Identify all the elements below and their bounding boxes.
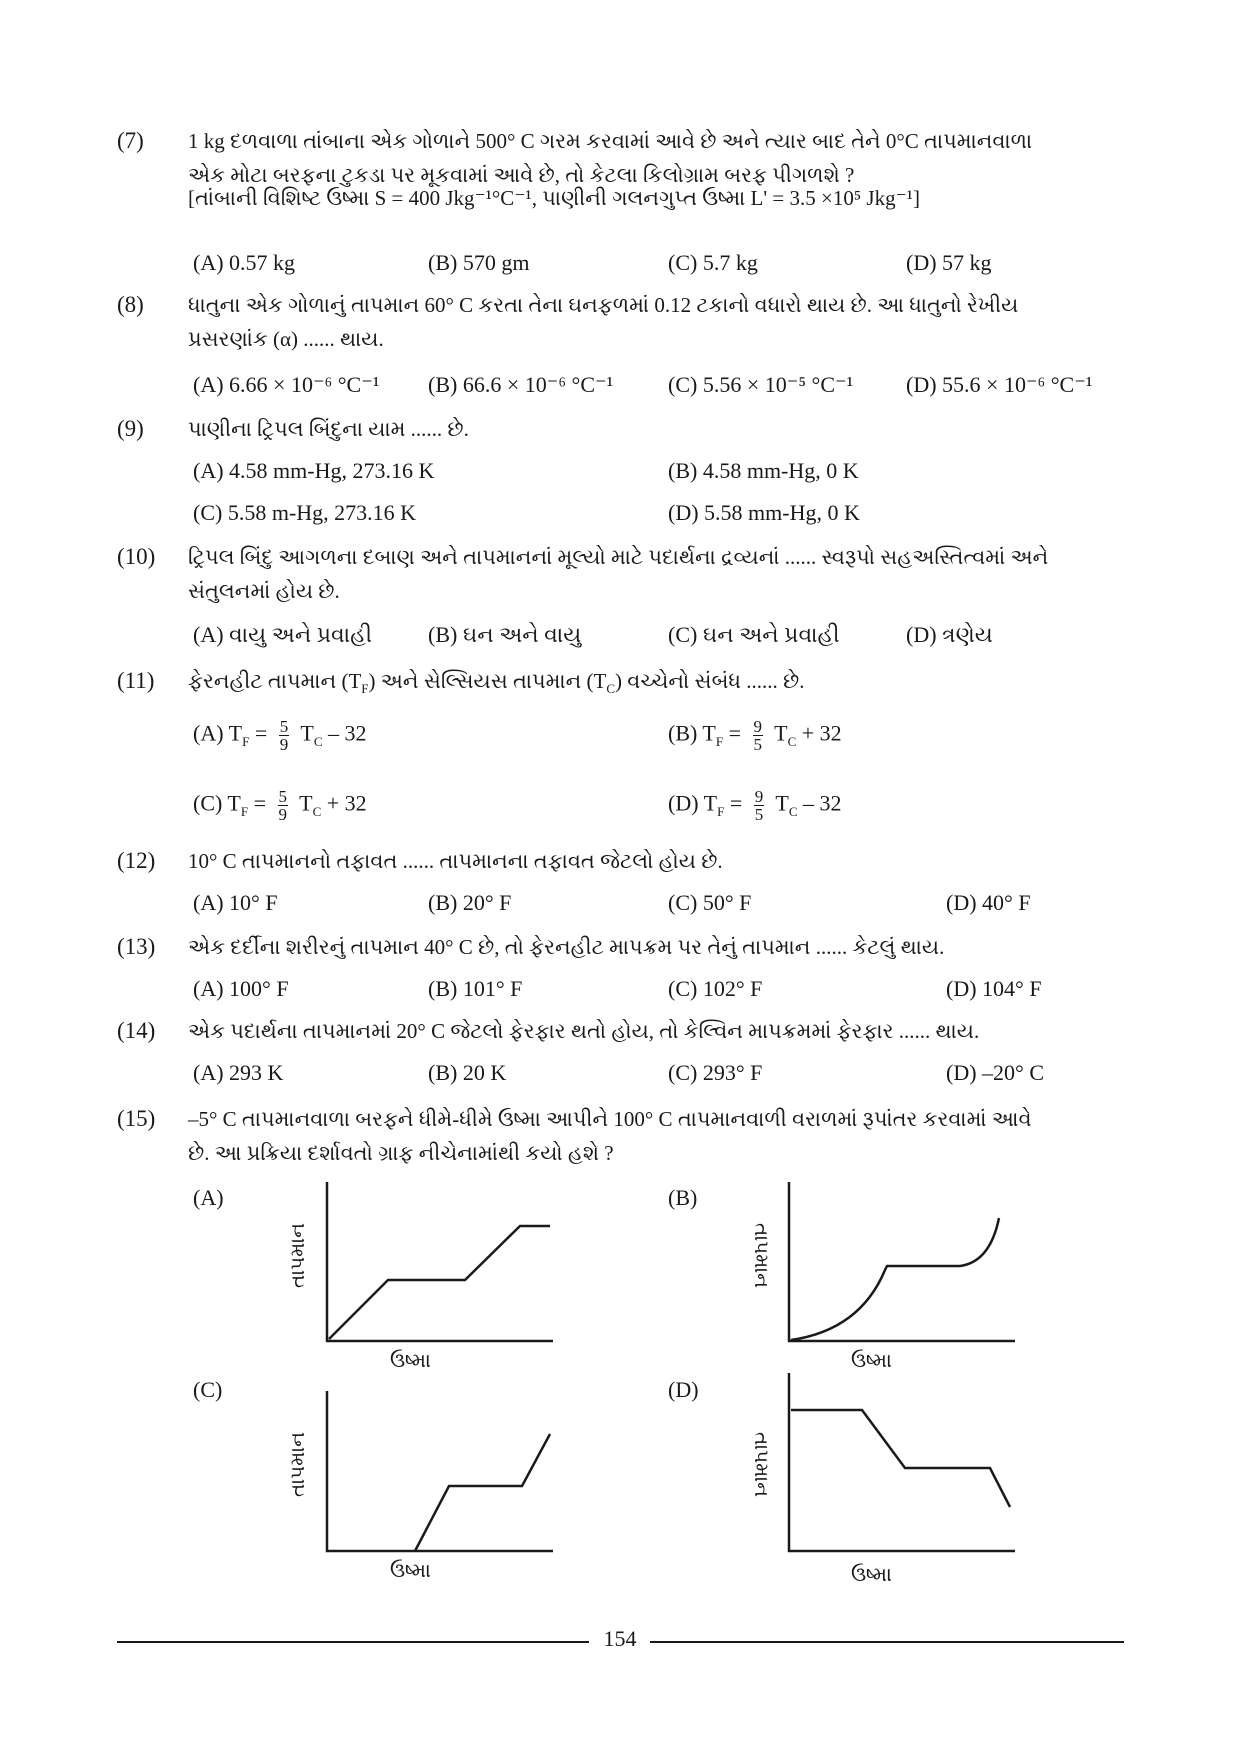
- graph-label-b[interactable]: (B): [668, 1185, 698, 1210]
- option-b[interactable]: (B) $T_F$ = $\frac{9}{5}$ $T_C + 32$: [668, 717, 842, 754]
- option-c[interactable]: (C) 5.58 m-Hg, 273.16 K: [193, 500, 417, 525]
- curve: [791, 1218, 999, 1340]
- option-a[interactable]: (A) 10° F: [193, 890, 278, 915]
- question-line: પ્રસરણાંક (α) ...... થાય.: [188, 327, 384, 351]
- question-text: [188, 540, 1128, 608]
- option-b[interactable]: (B) 20° F: [428, 890, 512, 915]
- y-axis: [789, 1373, 1015, 1551]
- question-number: (12): [117, 848, 156, 873]
- question-line: એક મોટા બરફના ટુકડા પર મૂકવામાં આવે છે, તો કેટલા કિલોગ્રામ બરફ પીગળશે ?: [188, 163, 855, 187]
- option-c[interactable]: (C) 50° F: [668, 890, 752, 915]
- curve: [791, 1410, 1010, 1507]
- question-number: (13): [117, 934, 156, 959]
- question-note: [તાંબાની વિશિષ્ટ ઉષ્મા S = 400 Jkg⁻¹°C⁻¹, પાણીની ગલનગુપ્ત ઉષ્મા L' = 3.5 ×10⁵ Jkg⁻¹]: [188, 186, 920, 210]
- question-text: ફેરનહીટ તાપમાન $(T_F)$ અને સેલ્સિયસ તાપમાન $(T_C)$ વચ્ચેનો સંબંધ ...... છે.: [188, 669, 805, 697]
- y-axis-label: તાપમાન: [750, 1222, 773, 1289]
- question-text: પાણીના ટ્રિપલ બિંદુના યામ ...... છે.: [188, 417, 469, 441]
- option-d[interactable]: (D) 55.6 × 10⁻⁶ °C⁻¹: [906, 372, 1093, 397]
- option-a[interactable]: (A) 293 K: [193, 1060, 284, 1085]
- option-c[interactable]: (C) 5.56 × 10⁻⁵ °C⁻¹: [668, 372, 854, 397]
- option-b[interactable]: (B) 101° F: [428, 976, 523, 1001]
- option-a[interactable]: (A) વાયુ અને પ્રવાહી: [193, 622, 373, 647]
- question-number: (14): [117, 1018, 156, 1043]
- curve: [415, 1434, 550, 1551]
- option-c[interactable]: (C) $T_F$ = $\frac{5}{9}$ $T_C + 32$: [193, 787, 367, 824]
- question-line: 1 kg દળવાળા તાંબાના એક ગોળાને 500° C ગરમ કરવામાં આવે છે અને ત્યાર બાદ તેને 0°C તાપમાનવાળા: [188, 129, 1033, 153]
- y-axis-label: તાપમાન: [750, 1431, 773, 1498]
- question-line: છે. આ પ્રક્રિયા દર્શાવતો ગ્રાફ નીચેનામાંથી કયો હશે ?: [188, 1141, 614, 1165]
- option-d[interactable]: (D) 104° F: [946, 976, 1042, 1001]
- fraction: $\frac{5}{9}$: [278, 787, 288, 824]
- x-axis-label: ઉષ્મા: [851, 1564, 892, 1586]
- y-axis: [327, 1182, 553, 1341]
- option-a[interactable]: (A) 0.57 kg: [193, 250, 296, 275]
- option-b[interactable]: (B) 4.58 mm-Hg, 0 K: [668, 458, 859, 483]
- y-axis-label: તાપમાન: [287, 1431, 310, 1498]
- question-text: [188, 1102, 1128, 1170]
- question-line: ધાતુના એક ગોળાનું તાપમાન 60° C કરતા તેના ઘનફળમાં 0.12 ટકાનો વધારો થાય છે. આ ધાતુનો રેખીય: [188, 293, 1019, 317]
- question-number: (10): [117, 544, 156, 569]
- option-a[interactable]: (A) 4.58 mm-Hg, 273.16 K: [193, 458, 435, 483]
- graph-label-a[interactable]: (A): [193, 1185, 224, 1210]
- question-text: 10° C તાપમાનનો તફાવત ...... તાપમાનના તફાવત જેટલો હોય છે.: [188, 849, 723, 873]
- y-axis-label: તાપમાન: [287, 1222, 310, 1289]
- option-b[interactable]: (B) 570 gm: [428, 250, 530, 275]
- option-b[interactable]: (B) ઘન અને વાયુ: [428, 622, 582, 647]
- option-a[interactable]: (A) $T_F$ = $\frac{5}{9}$ $T_C - 32$: [193, 717, 367, 754]
- fraction: $\frac{9}{5}$: [754, 787, 764, 824]
- option-d[interactable]: (D) $T_F$ = $\frac{9}{5}$ $T_C - 32$: [668, 787, 842, 824]
- fraction: $\frac{9}{5}$: [753, 717, 763, 754]
- question-number: (11): [117, 668, 155, 693]
- option-d[interactable]: (D) 5.58 mm-Hg, 0 K: [668, 500, 860, 525]
- graph-label-c[interactable]: (C): [193, 1377, 223, 1402]
- option-c[interactable]: (C) 293° F: [668, 1060, 763, 1085]
- option-c[interactable]: (C) 102° F: [668, 976, 763, 1001]
- question-text: [188, 288, 1128, 356]
- fraction: $\frac{5}{9}$: [279, 717, 289, 754]
- question-number: (7): [117, 128, 144, 153]
- question-line: સંતુલનમાં હોય છે.: [188, 579, 340, 603]
- y-axis: [327, 1391, 553, 1551]
- option-d[interactable]: (D) 57 kg: [906, 250, 992, 275]
- y-axis: [789, 1182, 1015, 1341]
- x-axis-label: ઉષ્મા: [390, 1560, 431, 1582]
- page-number: 154: [603, 1626, 637, 1651]
- option-b[interactable]: (B) 66.6 × 10⁻⁶ °C⁻¹: [428, 372, 614, 397]
- question-text: એક પદાર્થના તાપમાનમાં 20° C જેટલો ફેરફાર થતો હોય, તો કેલ્વિન માપક્રમમાં ફેરફાર ...... થાય.: [188, 1019, 980, 1043]
- question-text: એક દર્દીના શરીરનું તાપમાન 40° C છે, તો ફેરનહીટ માપક્રમ પર તેનું તાપમાન ...... કેટલું થાય.: [188, 935, 945, 959]
- option-d[interactable]: (D) –20° C: [946, 1060, 1045, 1085]
- curve: [329, 1226, 550, 1339]
- question-line: –5° C તાપમાનવાળા બરફને ધીમે-ધીમે ઉષ્મા આપીને 100° C તાપમાનવાળી વરાળમાં રૂપાંતર કરવામાં આવે: [188, 1107, 1032, 1131]
- option-b[interactable]: (B) 20 K: [428, 1060, 507, 1085]
- option-a[interactable]: (A) 100° F: [193, 976, 289, 1001]
- question-number: (9): [117, 416, 144, 441]
- x-axis-label: ઉષ્મા: [851, 1350, 892, 1372]
- question-number: (8): [117, 292, 144, 317]
- option-d[interactable]: (D) ત્રણેય: [906, 622, 993, 647]
- option-a[interactable]: (A) 6.66 × 10⁻⁶ °C⁻¹: [193, 372, 380, 397]
- option-c[interactable]: (C) ઘન અને પ્રવાહી: [668, 622, 840, 647]
- option-c[interactable]: (C) 5.7 kg: [668, 250, 758, 275]
- question-text: [188, 124, 1128, 192]
- graph-label-d[interactable]: (D): [668, 1377, 699, 1402]
- question-number: (15): [117, 1106, 156, 1131]
- x-axis-label: ઉષ્મા: [390, 1350, 431, 1372]
- footer-rule-right: [650, 1641, 1124, 1643]
- footer-rule-left: [117, 1641, 589, 1643]
- question-line: ટ્રિપલ બિંદુ આગળના દબાણ અને તાપમાનનાં મૂલ્યો માટે પદાર્થના દ્રવ્યનાં ...... સ્વરૂપો સહઅસ્તિત્વમાં અને: [188, 545, 1049, 569]
- option-d[interactable]: (D) 40° F: [946, 890, 1031, 915]
